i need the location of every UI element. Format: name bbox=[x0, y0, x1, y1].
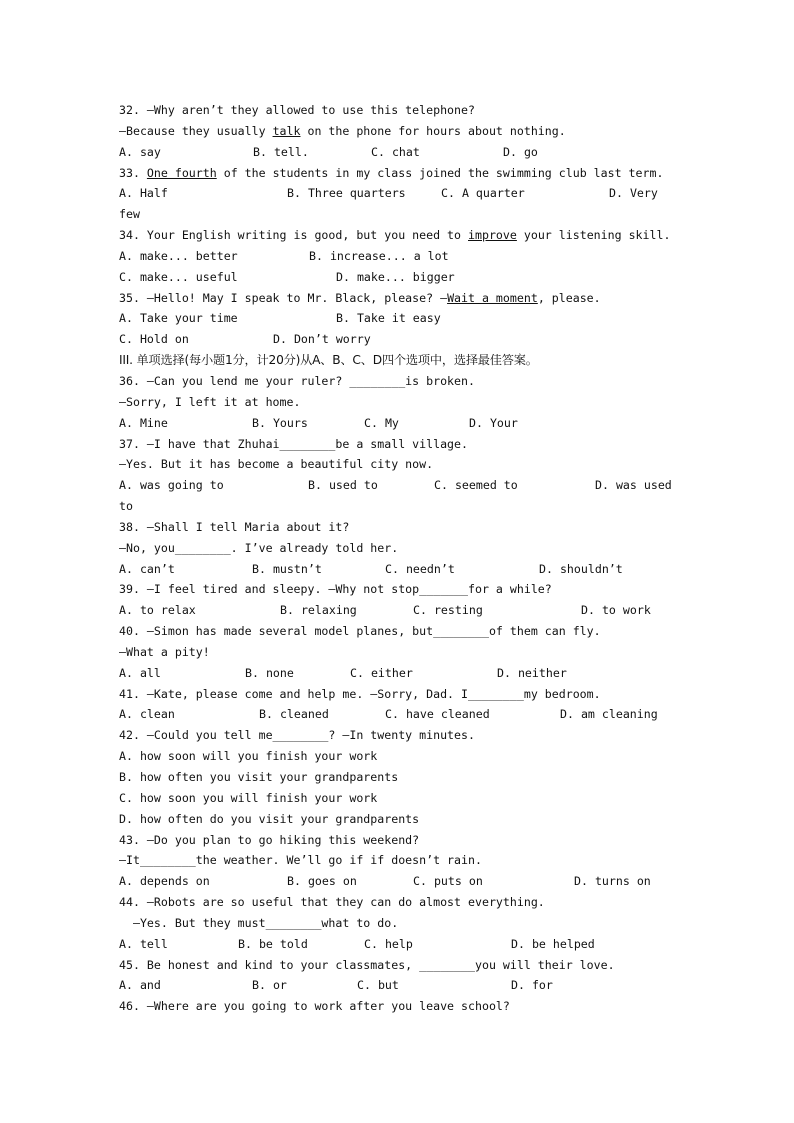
q39-stem: 39. —I feel tired and sleepy. —Why not stop_______for a while? bbox=[119, 582, 552, 597]
option-c: C. My bbox=[364, 415, 399, 430]
option-d: D. for bbox=[511, 978, 553, 993]
q44-response: —Yes. But they must________what to do. bbox=[119, 915, 399, 930]
q42-stem: 42. —Could you tell me________? —In twenty minutes. bbox=[119, 728, 475, 743]
option-a: A. say bbox=[119, 144, 161, 159]
option-c: C. have cleaned bbox=[385, 707, 490, 722]
option-b: B. or bbox=[252, 978, 287, 993]
question-list bbox=[119, 100, 679, 1017]
q33-options-wrap: few bbox=[119, 207, 140, 222]
option-d: D. shouldn’t bbox=[539, 561, 623, 576]
q38-response: —No, you________. I’ve already told her. bbox=[119, 540, 399, 555]
option-c: C. needn’t bbox=[385, 561, 455, 576]
q40-stem: 40. —Simon has made several model planes, but________of them can fly. bbox=[119, 624, 601, 639]
option-b: B. Take it easy bbox=[336, 311, 441, 326]
option-b: B. used to bbox=[308, 478, 378, 493]
q38-stem: 38. —Shall I tell Maria about it? bbox=[119, 519, 350, 534]
q44-options bbox=[119, 934, 679, 955]
option-d: D. am cleaning bbox=[560, 707, 658, 722]
option-d: D. Your bbox=[469, 415, 518, 430]
q45-options bbox=[119, 975, 679, 996]
option-c: C. help bbox=[364, 936, 413, 951]
q38-options bbox=[119, 559, 679, 580]
option-d: D. Very bbox=[609, 186, 658, 201]
option-c: C. chat bbox=[371, 144, 420, 159]
q33-stem: 33. One fourth of the students in my class joined the swimming club last term. bbox=[119, 165, 664, 180]
option-b: B. be told bbox=[238, 936, 308, 951]
option-d: D. turns on bbox=[574, 874, 651, 889]
option-b: B. none bbox=[245, 665, 294, 680]
q40-options bbox=[119, 663, 679, 684]
q34-options-row1 bbox=[119, 246, 679, 267]
option-a: A. depends on bbox=[119, 874, 210, 889]
q46-stem: 46. —Where are you going to work after you leave school? bbox=[119, 999, 510, 1014]
option-d: D. Don’t worry bbox=[273, 332, 371, 347]
option-c: C. puts on bbox=[413, 874, 483, 889]
option-c: C. how soon you will finish your work bbox=[119, 790, 378, 805]
q43-stem: 43. —Do you plan to go hiking this weekend? bbox=[119, 832, 420, 847]
option-c: C. A quarter bbox=[441, 186, 525, 201]
option-a: A. Mine bbox=[119, 415, 168, 430]
q40-response: —What a pity! bbox=[119, 644, 210, 659]
q37-stem: 37. —I have that Zhuhai________be a small village. bbox=[119, 436, 469, 451]
option-b: B. cleaned bbox=[259, 707, 329, 722]
option-a: A. to relax bbox=[119, 603, 196, 618]
option-d: D. be helped bbox=[511, 936, 595, 951]
option-b: B. mustn’t bbox=[252, 561, 322, 576]
option-a: A. make... better bbox=[119, 248, 238, 263]
option-b: B. Yours bbox=[252, 415, 308, 430]
q36-options bbox=[119, 413, 679, 434]
option-d: D. how often do you visit your grandparents bbox=[119, 811, 420, 826]
option-d: D. to work bbox=[581, 603, 651, 618]
option-d: D. neither bbox=[497, 665, 567, 680]
q32-response: —Because they usually talk on the phone for hours about nothing. bbox=[119, 123, 566, 138]
option-a: A. how soon will you finish your work bbox=[119, 749, 378, 764]
q37-response: —Yes. But it has become a beautiful city now. bbox=[119, 457, 434, 472]
q34-stem: 34. Your English writing is good, but you need to improve your listening skill. bbox=[119, 228, 671, 243]
q32-stem: 32. —Why aren’t they allowed to use this telephone? bbox=[119, 103, 475, 117]
q45-stem: 45. Be honest and kind to your classmates, ________you will their love. bbox=[119, 957, 615, 972]
q33-options bbox=[119, 183, 679, 204]
q37-options-wrap: to bbox=[119, 499, 133, 514]
q43-response: —It________the weather. We’ll go if if doesn’t rain. bbox=[119, 853, 482, 868]
underlined-word: improve bbox=[468, 228, 517, 243]
q35-options-row1 bbox=[119, 308, 679, 329]
option-b: B. how often you visit your grandparents bbox=[119, 770, 399, 784]
option-c: C. resting bbox=[413, 603, 483, 618]
option-d: D. go bbox=[503, 144, 538, 159]
underlined-word: talk bbox=[272, 123, 301, 138]
section-heading: III. 单项选择(每小题1分，计20分)从A、B、C、D四个选项中，选择最佳答案。 bbox=[119, 353, 538, 368]
option-d: D. was used bbox=[595, 478, 672, 493]
option-a: A. Half bbox=[119, 186, 168, 201]
option-c: C. but bbox=[357, 978, 399, 993]
option-d: D. make... bigger bbox=[336, 269, 455, 284]
underlined-phrase: One fourth bbox=[146, 165, 217, 180]
option-a: A. and bbox=[119, 978, 161, 993]
q34-options-row2 bbox=[119, 267, 679, 288]
option-b: B. goes on bbox=[287, 874, 357, 889]
option-b: B. Three quarters bbox=[287, 186, 406, 201]
option-b: B. relaxing bbox=[280, 603, 357, 618]
option-a: A. Take your time bbox=[119, 311, 238, 326]
option-b: B. tell. bbox=[253, 144, 309, 159]
option-c: C. either bbox=[350, 665, 413, 680]
option-c: C. seemed to bbox=[434, 478, 518, 493]
option-c: C. Hold on bbox=[119, 332, 189, 347]
q35-options-row2 bbox=[119, 329, 679, 350]
q44-stem: 44. —Robots are so useful that they can do almost everything. bbox=[119, 895, 545, 910]
q39-options bbox=[119, 600, 679, 621]
option-a: A. clean bbox=[119, 707, 175, 722]
q41-options bbox=[119, 704, 679, 725]
q35-stem: 35. —Hello! May I speak to Mr. Black, please? —Wait a moment, please. bbox=[119, 290, 601, 305]
q43-options bbox=[119, 871, 679, 892]
q37-options bbox=[119, 475, 679, 496]
q36-response: —Sorry, I left it at home. bbox=[119, 394, 301, 409]
option-a: A. tell bbox=[119, 936, 168, 951]
q32-options bbox=[119, 142, 679, 163]
option-a: A. all bbox=[119, 665, 161, 680]
option-a: A. was going to bbox=[119, 478, 224, 493]
q36-stem: 36. —Can you lend me your ruler? ________is broken. bbox=[119, 373, 475, 388]
option-c: C. make... useful bbox=[119, 269, 238, 284]
q41-stem: 41. —Kate, please come and help me. —Sorry, Dad. I________my bedroom. bbox=[119, 686, 601, 701]
option-b: B. increase... a lot bbox=[309, 248, 449, 263]
option-a: A. can’t bbox=[119, 561, 175, 576]
underlined-phrase: Wait a moment bbox=[447, 290, 538, 305]
